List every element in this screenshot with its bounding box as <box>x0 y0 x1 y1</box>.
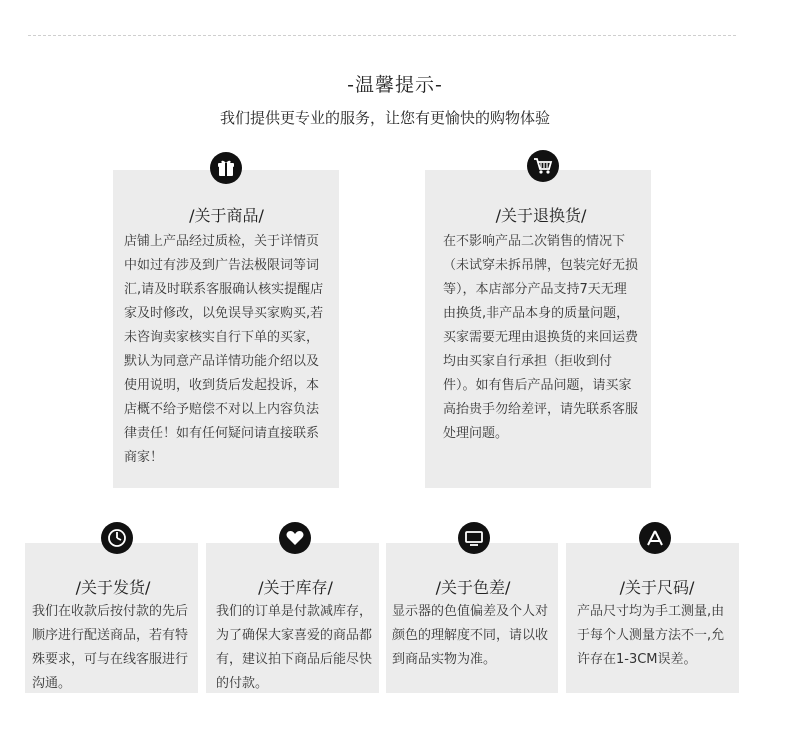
ruler-icon <box>639 522 671 554</box>
card-product-text: 店铺上产品经过质检，关于详情页中如过有涉及到广告法极限词等词汇,请及时联系客服确认核实提醒店家及时修改，以免误导买家购买,若未咨询卖家核实自行下单的买家，默认为同意产品详情功能介绍以及使用说明，收到货后发起投诉，本店概不给予赔偿不对以上内容负法律责任！如有任何疑问请直接联系商家！ <box>124 234 324 465</box>
card-size-text: 产品尺寸均为手工测量,由于每个人测量方法不一,允许存在1-3CM误差。 <box>577 604 725 667</box>
card-stock <box>206 543 379 693</box>
heart-icon <box>279 522 311 554</box>
card-color <box>386 543 558 693</box>
gift-icon <box>210 152 242 184</box>
card-shipping-heading: /关于发货/ <box>75 578 151 597</box>
card-shipping <box>25 543 198 693</box>
card-product <box>113 170 339 488</box>
card-product-heading: /关于商品/ <box>189 206 264 225</box>
clock-icon <box>101 522 133 554</box>
card-size <box>566 543 739 693</box>
card-stock-text: 我们的订单是付款减库存，为了确保大家喜爱的商品都有，建议拍下商品后能尽快的付款。 <box>216 604 373 691</box>
monitor-icon <box>458 522 490 554</box>
top-divider <box>28 35 736 36</box>
shopping-cart-icon <box>527 150 559 182</box>
card-returns-heading: /关于退换货/ <box>495 206 587 225</box>
card-shipping-text: 我们在收款后按付款的先后顺序进行配送商品，若有特殊要求，可与在线客服进行沟通。 <box>32 604 189 691</box>
card-stock-heading: /关于库存/ <box>258 578 333 597</box>
page-title: -温馨提示- <box>347 74 443 96</box>
card-returns <box>425 170 651 488</box>
page-subtitle: 我们提供更专业的服务，让您有更愉快的购物体验 <box>219 109 550 127</box>
card-size-heading: /关于尺码/ <box>619 578 695 597</box>
card-color-heading: /关于色差/ <box>435 578 511 597</box>
card-returns-text: 在不影响产品二次销售的情况下（未试穿未拆吊牌，包装完好无损等），本店部分产品支持7天无理由换货,非产品本身的质量问题，买家需要无理由退换货的来回运费均由买家自行承担（拒收到付件）。如有售后产品问题，请买家高抬贵手勿给差评，请先联系客服处理问题。 <box>443 234 639 441</box>
card-color-text: 显示器的色值偏差及个人对颜色的理解度不同，请以收到商品实物为准。 <box>392 604 549 667</box>
